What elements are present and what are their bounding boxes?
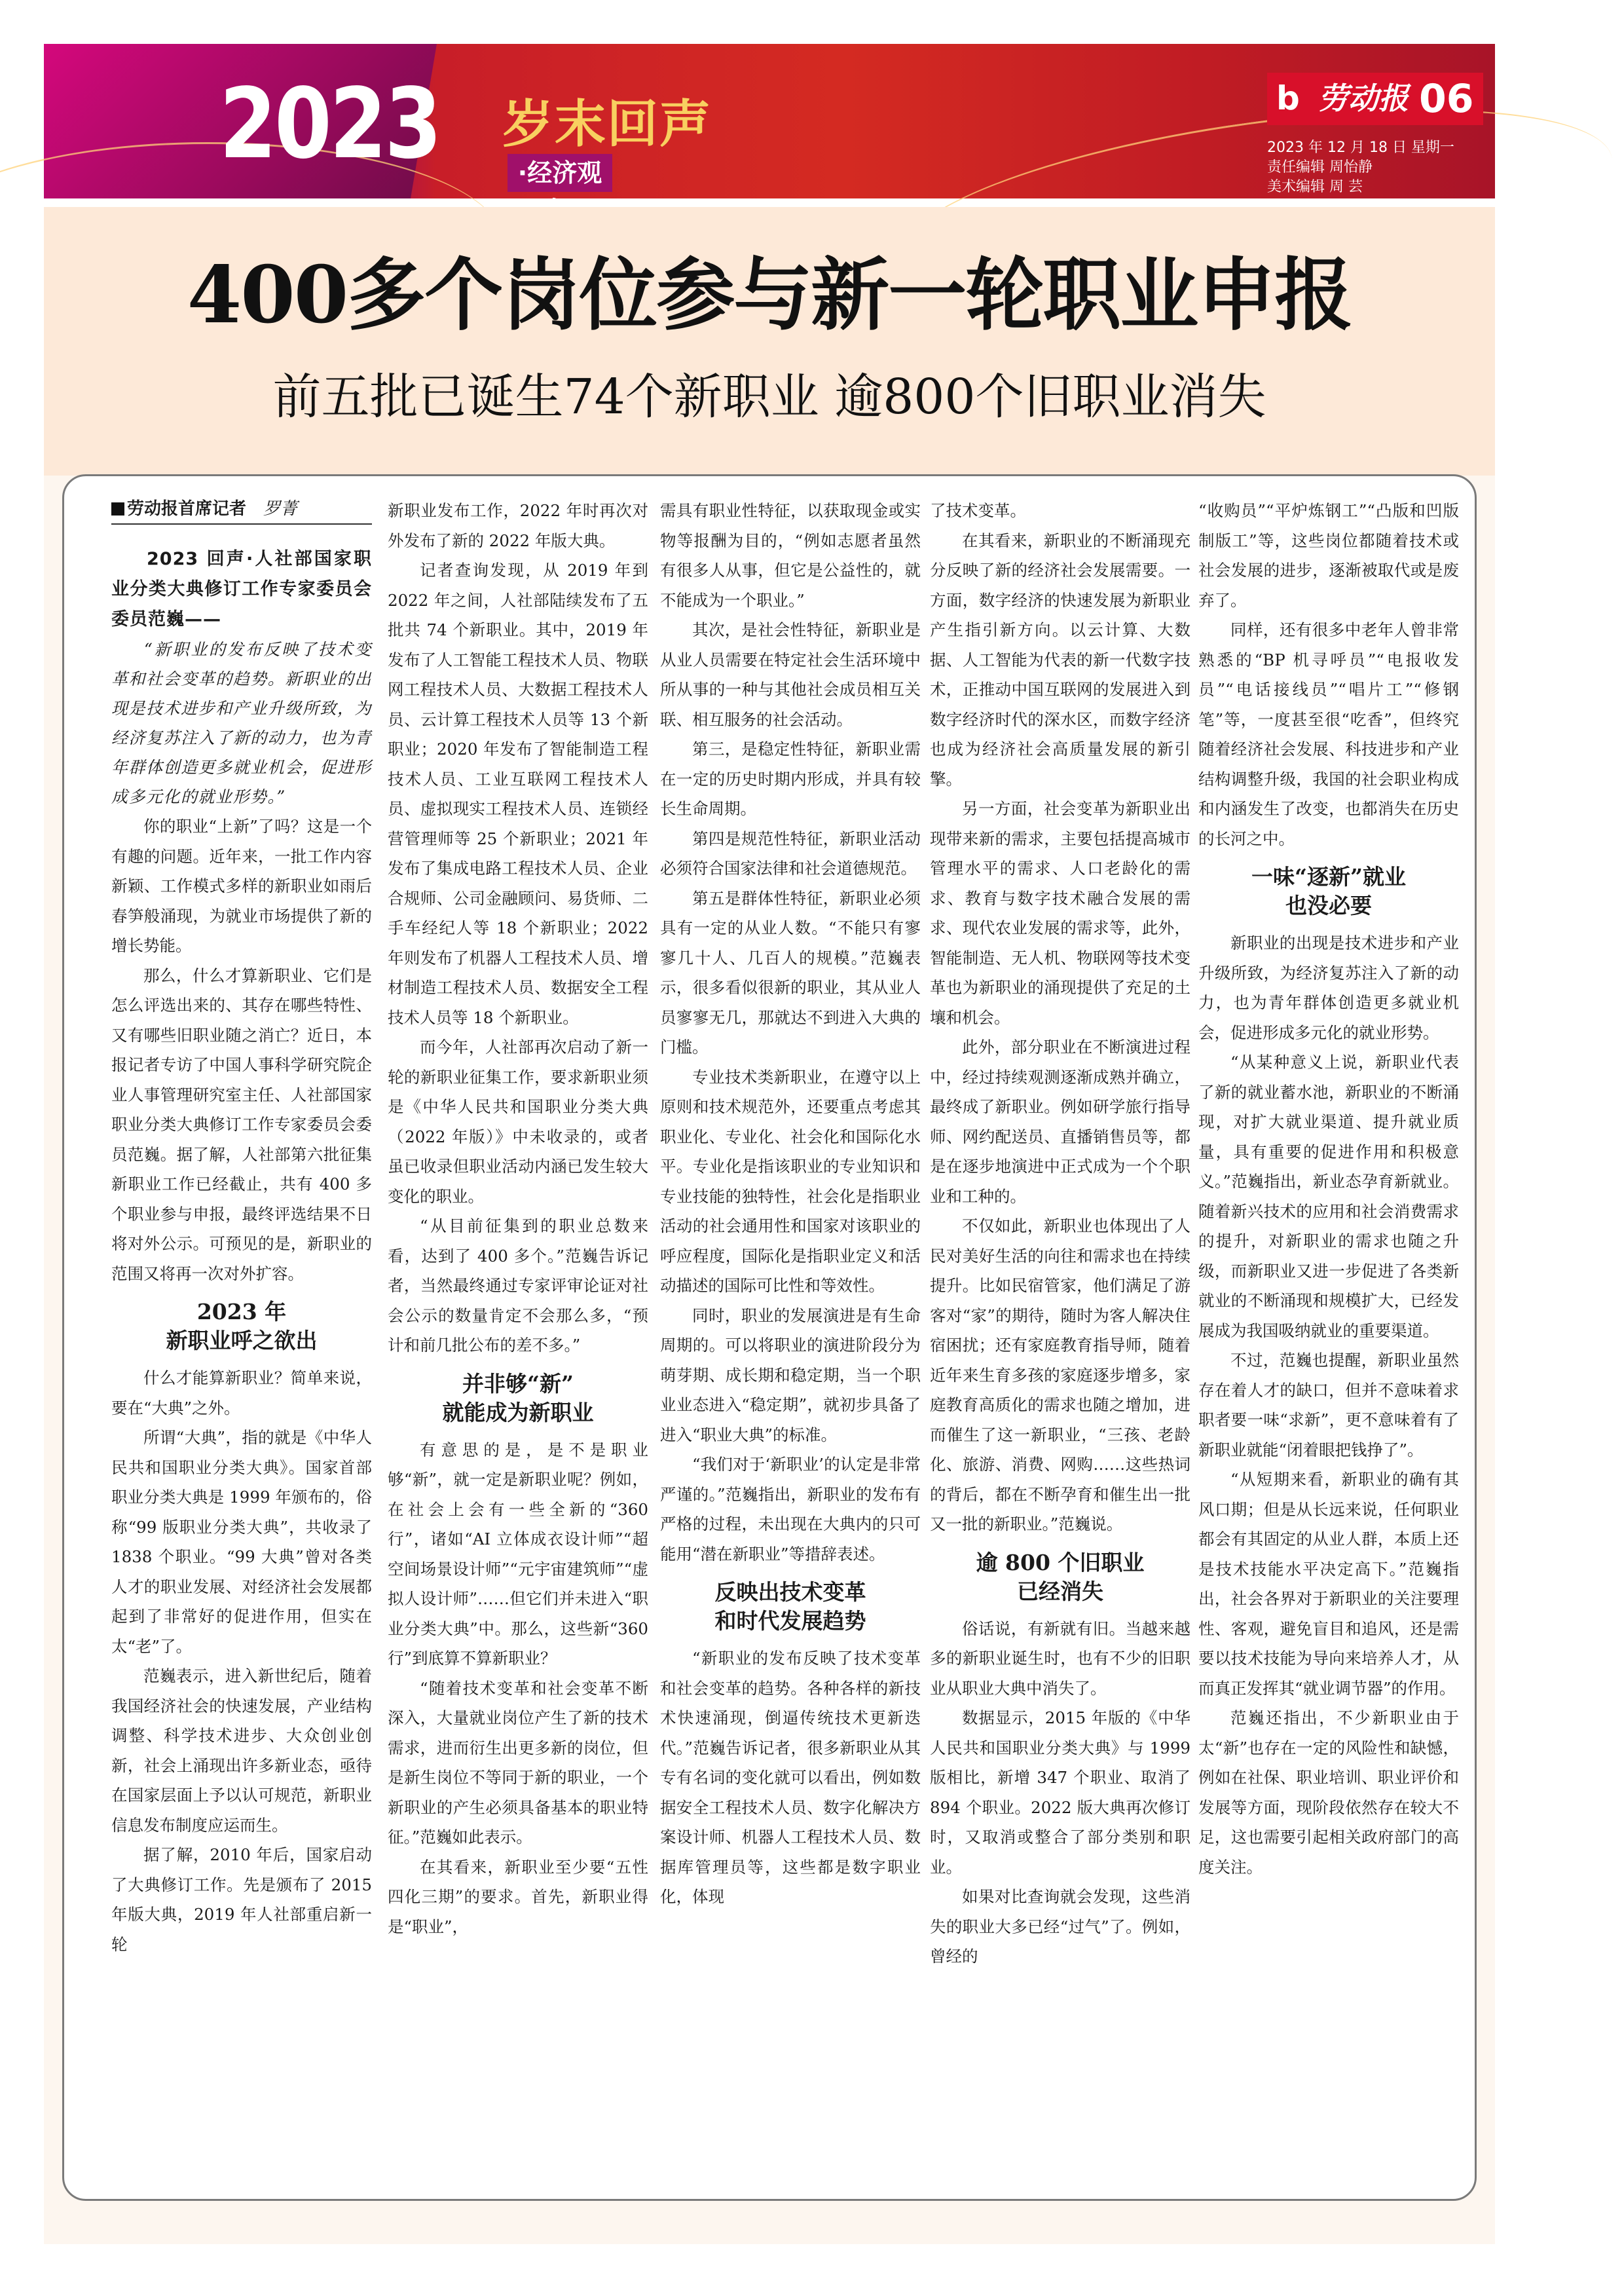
newspaper-logo-icon: b [1276,79,1300,117]
paragraph: “从某种意义上说，新职业代表了新的就业蓄水池，新职业的不断涌现，对扩大就业渠道、提升就业质量，具有重要的促进作用和积极意义。”范巍指出，新业态孕育新就业。随着新兴技术的应用和社会消费需求的提升，对新职业的需求也随之升级，而新职业又进一步促进了各类新就业的不断涌现和规模扩大，已经发展成为我国吸纳就业的重要渠道。 [1198,1053,1459,1340]
paragraph: 其次，是社会性特征，新职业是从业人员需要在特定社会生活环境中所从事的一种与其他社会成员相互关联、相互服务的社会活动。 [660,620,921,729]
paragraph: “从短期来看，新职业的确有其风口期；但是从长远来说，任何职业都会有其固定的从业人群，本质上还是技术技能水平决定高下。”范巍指出，社会各界对于新职业的关注要理性、客观，避免盲目和追风，还是需要以技术技能为导向来培养人才，从而真正发挥其“就业调节器”的作用。 [1198,1470,1459,1698]
paragraph: 不仅如此，新职业也体现出了人民对美好生活的向往和需求也在持续提升。比如民宿管家，他们满足了游客对“家”的期待，随时为客人解决住宿困扰；还有家庭教育指导师，随着近年来生育多孩的家庭逐步增多，家庭教育高质化的需求也随之增加，进而催生了这一新职业，“三孩、老龄化、旅游、消费、网购……这些热词的背后，都在不断孕育和催生出一批又一批的新职业。”范巍说。 [930,1216,1190,1533]
section-heading-line: 就能成为新职业 [442,1399,594,1425]
paragraph: “随着技术变革和社会变革不断深入，大量就业岗位产生了新的技术需求，进而衍生出更多新的岗位，但是新生岗位不等同于新的职业，一个新职业的产生必须具备基本的职业特征。”范巍如此表示。 [388,1678,648,1847]
section-heading-1 [111,1298,372,1355]
paragraph: 同时，职业的发展演进是有生命周期的。可以将职业的演进阶段分为萌芽期、成长期和稳定期，当一个职业业态进入“稳定期”，就初步具备了进入“职业大典”的标准。 [660,1305,921,1444]
paragraph: 什么才能算新职业？简单来说，要在“大典”之外。 [111,1368,372,1417]
article-body [62,474,1477,2201]
article-subheadline: 前五批已诞生74个新职业 逾800个旧职业消失 [272,369,1266,425]
paragraph: 记者查询发现，从 2019 年到 2022 年之间，人社部陆续发布了五批共 74 个新职业。其中，2019 年发布了人工智能工程技术人员、物联网工程技术人员、大数据工程技术人员、云计算工程技术人员等 13 个新职业；2020 年发布了智能制造工程技术人员、工业互联网工程技术人员、虚拟现实工程技术人员、连锁经营管理师等 25 个新职业；2021 年发布了集成电路工程技术人员、企业合规师、公司金融顾问、易货师、二手车经纪人等 18 个新职业；2022 年则发布了机器人工程技术人员、增材制造工程技术人员、数据安全工程技术人员等 18 个新职业。 [388,561,648,1027]
paragraph: 新职业的出现是技术进步和产业升级所致，为经济复苏注入了新的动力，也为青年群体创造更多就业机会，促进形成多元化的就业形势。 [1198,933,1459,1042]
paragraph: 新职业发布工作，2022 年时再次对外发布了新的 2022 年版大典。 [388,501,648,550]
section-heading-2 [388,1370,648,1427]
article-column-1 [111,496,372,1959]
paragraph: “收购员”“平炉炼钢工”“凸版和凹版制版工”等，这些岗位都随着技术或社会发展的进步，逐渐被取代或是废弃了。 [1198,501,1459,610]
section-heading-line: 2023 年 [196,1299,287,1324]
paragraph: 另一方面，社会变革为新职业出现带来新的需求，主要包括提高城市管理水平的需求、人口老龄化的需求、教育与数字技术融合发展的需求、现代农业发展的需求等，此外，智能制造、无人机、物联网等技术变革也为新职业的涌现提供了充足的土壤和机会。 [930,799,1190,1027]
section-heading-line: 已经消失 [1017,1578,1103,1604]
paragraph: 那么，什么才算新职业、它们是怎么评选出来的、其存在哪些特性、又有哪些旧职业随之消亡？近日，本报记者专访了中国人事科学研究院企业人事管理研究室主任、人社部国家职业分类大典修订工作专家委员会委员范巍。据了解，人社部第六批征集新职业工作已经截止，共有 400 多个职业参与申报，最终评选结果不日将对外公示。可预见的是，新职业的范围又将再一次对外扩容。 [111,966,372,1283]
article-column-4 [930,496,1190,1972]
section-heading-line: 新职业呼之欲出 [166,1328,318,1353]
section-heading-line: 反映出技术变革 [714,1579,866,1605]
byline [111,496,372,525]
byline-name: 罗菁 [263,499,298,519]
paragraph: 你的职业“上新”了吗？这是一个有趣的问题。近年来，一批工作内容新颖、工作模式多样的新职业如雨后春笋般涌现，为就业市场提供了新的增长势能。 [111,817,372,955]
intro-quote: “新职业的发布反映了技术变革和社会变革的趋势。新职业的出现是技术进步和产业升级所致，为经济复苏注入了新的动力，也为青年群体创造更多就业机会，促进形成多元化的就业形势。” [111,640,372,806]
paragraph: 需具有职业性特征，以获取现金或实物等报酬为目的，“例如志愿者虽然有很多人从事，但它是公益性的，就不能成为一个职业。” [660,501,921,610]
issue-info [1267,138,1454,197]
paragraph: 而今年，人社部再次启动了新一轮的新职业征集工作，要求新职业须是《中华人民共和国职业分类大典（2022 年版）》中未收录的，或者虽已收录但职业活动内涵已发生较大变化的职业。 [388,1038,648,1206]
section-heading-line: 一味“逐新”就业 [1251,864,1406,890]
banner-year: 2023 [219,67,440,180]
paragraph: 第三，是稳定性特征，新职业需在一定的历史时期内形成，并具有较长生命周期。 [660,740,921,818]
paragraph: 所谓“大典”，指的就是《中华人民共和国职业分类大典》。国家首部职业分类大典是 1999 年颁布的，俗称“99 版职业分类大典”，共收录了 1838 个职业。“99 大典”曾对各类人才的职业发展、对经济社会发展都起到了非常好的促进作用，但实在太“老”了。 [111,1428,372,1656]
paragraph: 在其看来，新职业至少要“五性四化三期”的要求。首先，新职业得是“职业”， [388,1857,648,1936]
paragraph: 在其看来，新职业的不断涌现充分反映了新的经济社会发展需要。一方面，数字经济的快速发展为新职业产生指引新方向。以云计算、大数据、人工智能为代表的新一代数字技术，正推动中国互联网的发展进入到数字经济时代的深水区，而数字经济也成为经济社会高质量发展的新引擎。 [930,531,1190,789]
page-number: 06 [1419,76,1474,122]
paragraph: 范巍表示，进入新世纪后，随着我国经济社会的快速发展，产业结构调整、科学技术进步、大众创业创新，社会上涌现出许多新业态，亟待在国家层面上予以认可规范，新职业信息发布制度应运而生。 [111,1666,372,1835]
series-subtitle: ·经济观 [507,154,612,192]
section-heading-3 [660,1578,921,1636]
paragraph: 第四是规范性特征，新职业活动必须符合国家法律和社会道德规范。 [660,829,921,878]
section-heading-5 [1198,863,1459,920]
paragraph: 有意思的是，是不是职业够“新”，就一定是新职业呢？例如，在社会上会有一些全新的“360 行”，诸如“AI 立体成衣设计师”“超空间场景设计师”“元宇宙建筑师”“虚拟人设计师”……但它们并未进入“职业分类大典”中。那么，这些新“360 行”到底算不算新职业？ [388,1440,648,1668]
paragraph: 了技术变革。 [930,501,1026,520]
responsible-editor: 责任编辑 周怡静 [1267,159,1373,176]
paragraph: 数据显示，2015 年版的《中华人民共和国职业分类大典》与 1999 版相比，新增 347 个职业、取消了 894 个职业。2022 版大典再次修订时，又取消或整合了部分类别和职业。 [930,1708,1190,1877]
newspaper-masthead [1267,73,1483,125]
article-column-2 [388,496,648,1941]
series-title: 岁末回声 [502,94,712,154]
paragraph: 专业技术类新职业，在遵守以上原则和技术规范外，还要重点考虑其职业化、专业化、社会化和国际化水平。专业化是指该职业的专业知识和专业技能的独特性，社会化是指职业活动的社会通用性和国家对该职业的呼应程度，国际化是指职业定义和活动描述的国际可比性和等效性。 [660,1067,921,1295]
byline-label: 劳动报首席记者 [127,499,247,519]
paragraph: 不过，范巍也提醒，新职业虽然存在着人才的缺口，但并不意味着求职者要一味“求新”，更不意味着有了新职业就能“闭着眼把钱挣了”。 [1198,1351,1459,1459]
article-page [44,207,1495,2244]
section-heading-4 [930,1548,1190,1606]
paragraph: 此外，部分职业在不断演进过程中，经过持续观测逐渐成熟并确立，最终成了新职业。例如研学旅行指导师、网约配送员、直播销售员等，都是在逐步地演进中正式成为一个个职业和工种的。 [930,1038,1190,1206]
issue-date: 2023 年 12 月 18 日 星期一 [1267,140,1454,156]
article-column-3 [660,496,921,1912]
square-bullet-icon [111,502,124,516]
article-headline: 400多个岗位参与新一轮职业申报 [187,249,1352,341]
section-heading-line: 逾 800 个旧职业 [976,1549,1145,1575]
section-heading-line: 也没必要 [1285,893,1372,918]
art-editor: 美术编辑 周 芸 [1267,179,1363,195]
paragraph: “我们对于‘新职业’的认定是非常严谨的。”范巍指出，新职业的发布有严格的过程，未出现在大典内的只可能用“潜在新职业”等措辞表述。 [660,1455,921,1564]
paragraph: 据了解，2010 年后，国家启动了大典修订工作。先是颁布了 2015 年版大典，2019 年人社部重启新一轮 [111,1845,372,1954]
section-heading-line: 和时代发展趋势 [714,1608,866,1634]
paragraph: 第五是群体性特征，新职业必须具有一定的从业人数。“不能只有寥寥几十人、几百人的规模。”范巍表示，很多看似很新的职业，其从业人员寥寥无几，那就达不到进入大典的门槛。 [660,888,921,1057]
paragraph: 同样，还有很多中老年人曾非常熟悉的“BP 机寻呼员”“电报收发员”“电话接线员”“唱片工”“修钢笔”等，一度甚至很“吃香”，但终究随着经济社会发展、科技进步和产业结构调整升级，我国的社会职业构成和内涵发生了改变，也都消失在历史的长河之中。 [1198,620,1459,848]
page-banner [44,44,1495,198]
paragraph: “新职业的发布反映了技术变革和社会变革的趋势。各种各样的新技术快速涌现，倒逼传统技术更新迭代。”范巍告诉记者，很多新职业从其专有名词的变化就可以看出，例如数据安全工程技术人员、数字化解决方案设计师、机器人工程技术人员、数据库管理员等，这些都是数字职业化，体现 [660,1649,921,1906]
newspaper-name: 劳动报 [1318,81,1409,116]
section-heading-line: 并非够“新” [462,1370,574,1397]
paragraph: 俗话说，有新就有旧。当越来越多的新职业诞生时，也有不少的旧职业从职业大典中消失了。 [930,1619,1190,1698]
paragraph: “从目前征集到的职业总数来看，达到了 400 多个。”范巍告诉记者，当然最终通过专家评审论证对社会公示的数量肯定不会那么多，“预计和前几批公布的差不多。” [388,1216,648,1355]
paragraph: 范巍还指出，不少新职业由于太“新”也存在一定的风险性和缺憾，例如在社保、职业培训、职业评价和发展等方面，现阶段依然存在较大不足，这也需要引起相关政府部门的高度关注。 [1198,1708,1459,1877]
intro-title: 2023 回声·人社部国家职业分类大典修订工作专家委员会委员范巍—— [111,549,372,629]
paragraph: 如果对比查询就会发现，这些消失的职业大多已经“过气”了。例如，曾经的 [930,1887,1190,1966]
article-column-5 [1198,496,1459,1882]
